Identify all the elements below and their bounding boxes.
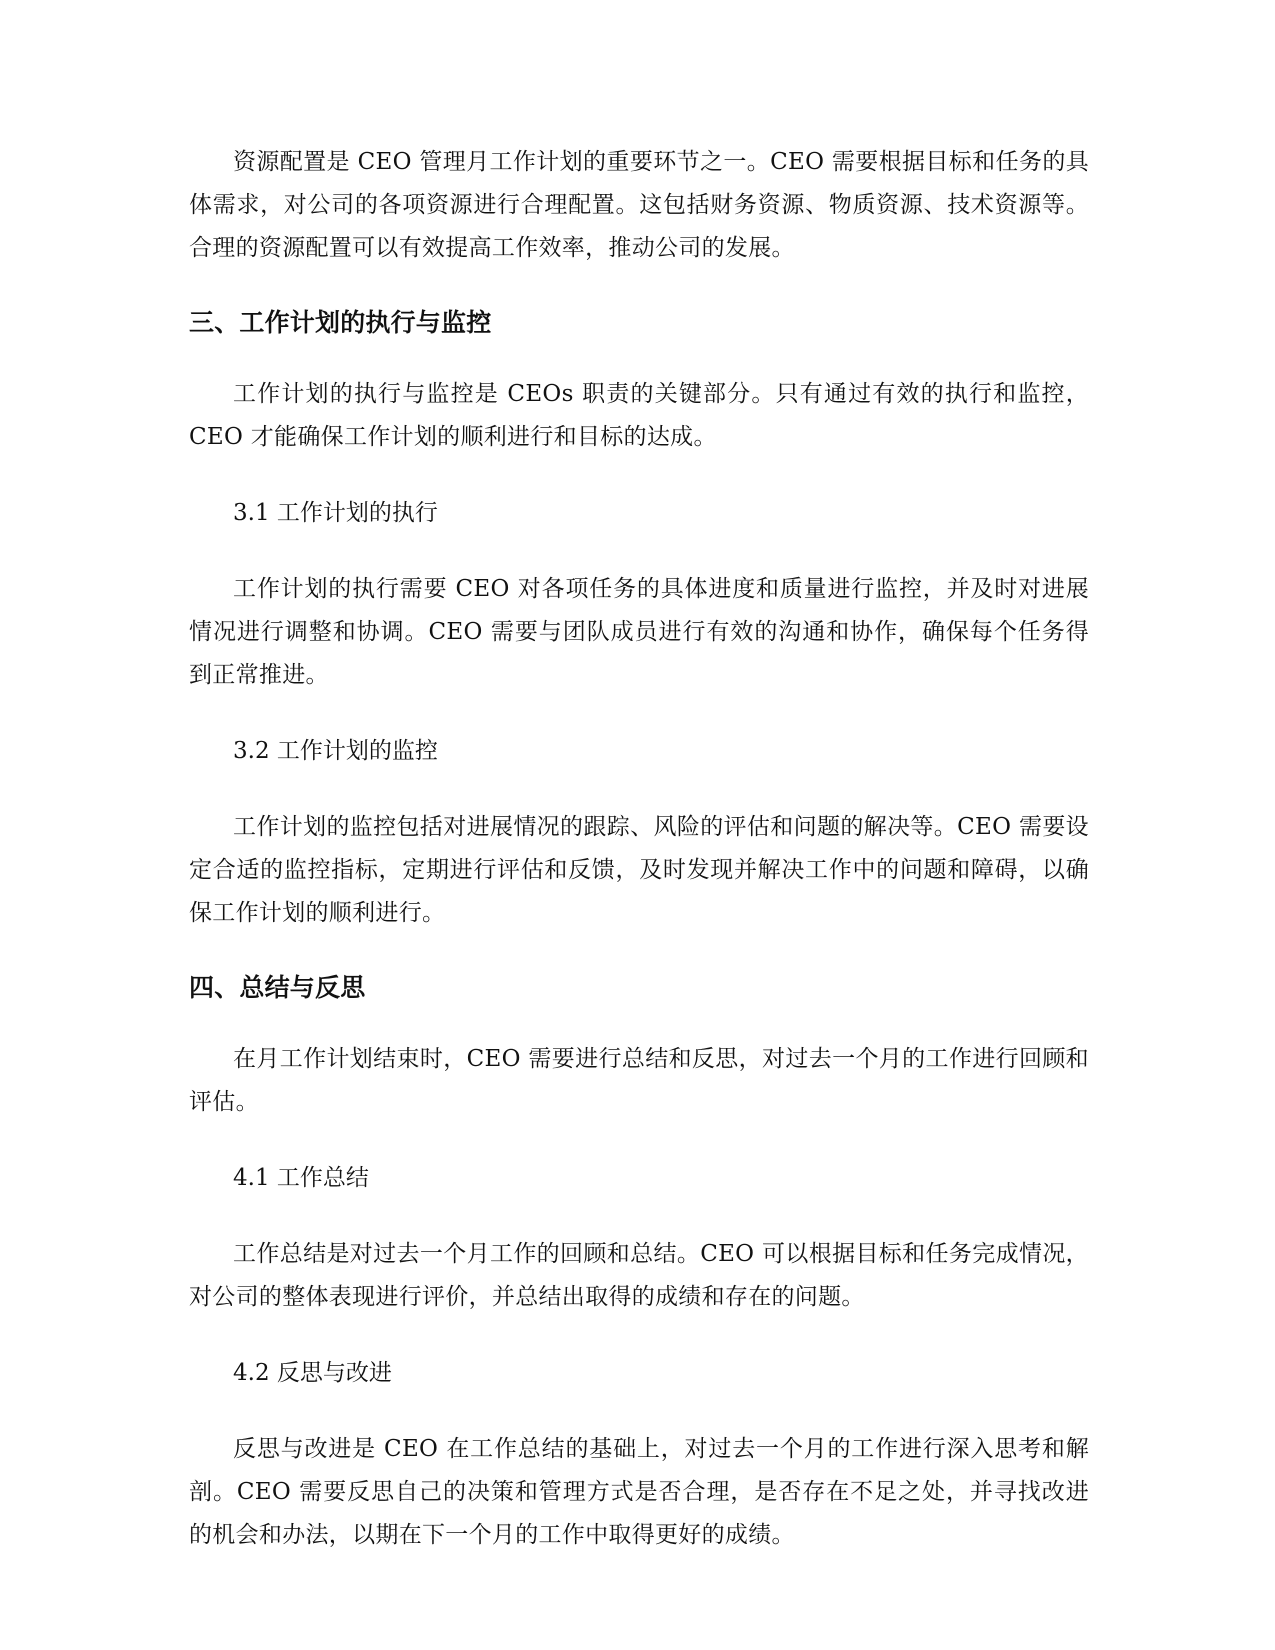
paragraph-execution-monitoring-intro: 工作计划的执行与监控是 CEOs 职责的关键部分。只有通过有效的执行和监控，CEO 才能确保工作计划的顺利进行和目标的达成。 [189,381,1089,450]
section-heading-summary-reflection: 四、总结与反思 [189,973,366,1002]
paragraph-resource-allocation: 资源配置是 CEO 管理月工作计划的重要环节之一。CEO 需要根据目标和任务的具体需求，对公司的各项资源进行合理配置。这包括财务资源、物质资源、技术资源等。合理的资源配置可以有效提高工作效率，推动公司的发展。 [189,149,1089,261]
paragraph-execution: 工作计划的执行需要 CEO 对各项任务的具体进度和质量进行监控，并及时对进展情况进行调整和协调。CEO 需要与团队成员进行有效的沟通和协作，确保每个任务得到正常推进。 [189,576,1089,688]
paragraph-monitoring: 工作计划的监控包括对进展情况的跟踪、风险的评估和问题的解决等。CEO 需要设定合适的监控指标，定期进行评估和反馈，及时发现并解决工作中的问题和障碍，以确保工作计划的顺利进行。 [189,814,1089,926]
paragraph-summary-intro: 在月工作计划结束时，CEO 需要进行总结和反思，对过去一个月的工作进行回顾和评估。 [189,1046,1089,1115]
document-body [189,141,1089,1590]
section-heading-execution-monitoring: 三、工作计划的执行与监控 [189,308,492,337]
paragraph-work-summary: 工作总结是对过去一个月工作的回顾和总结。CEO 可以根据目标和任务完成情况，对公司的整体表现进行评价，并总结出取得的成绩和存在的问题。 [189,1241,1089,1310]
subheading-3-1: 3.1 工作计划的执行 [233,500,438,526]
subheading-4-1: 4.1 工作总结 [233,1165,369,1191]
subheading-4-2: 4.2 反思与改进 [233,1360,392,1386]
paragraph-reflection-improvement: 反思与改进是 CEO 在工作总结的基础上，对过去一个月的工作进行深入思考和解剖。CEO 需要反思自己的决策和管理方式是否合理，是否存在不足之处，并寻找改进的机会和办法，以期在下一个月的工作中取得更好的成绩。 [189,1436,1089,1548]
subheading-3-2: 3.2 工作计划的监控 [233,738,438,764]
